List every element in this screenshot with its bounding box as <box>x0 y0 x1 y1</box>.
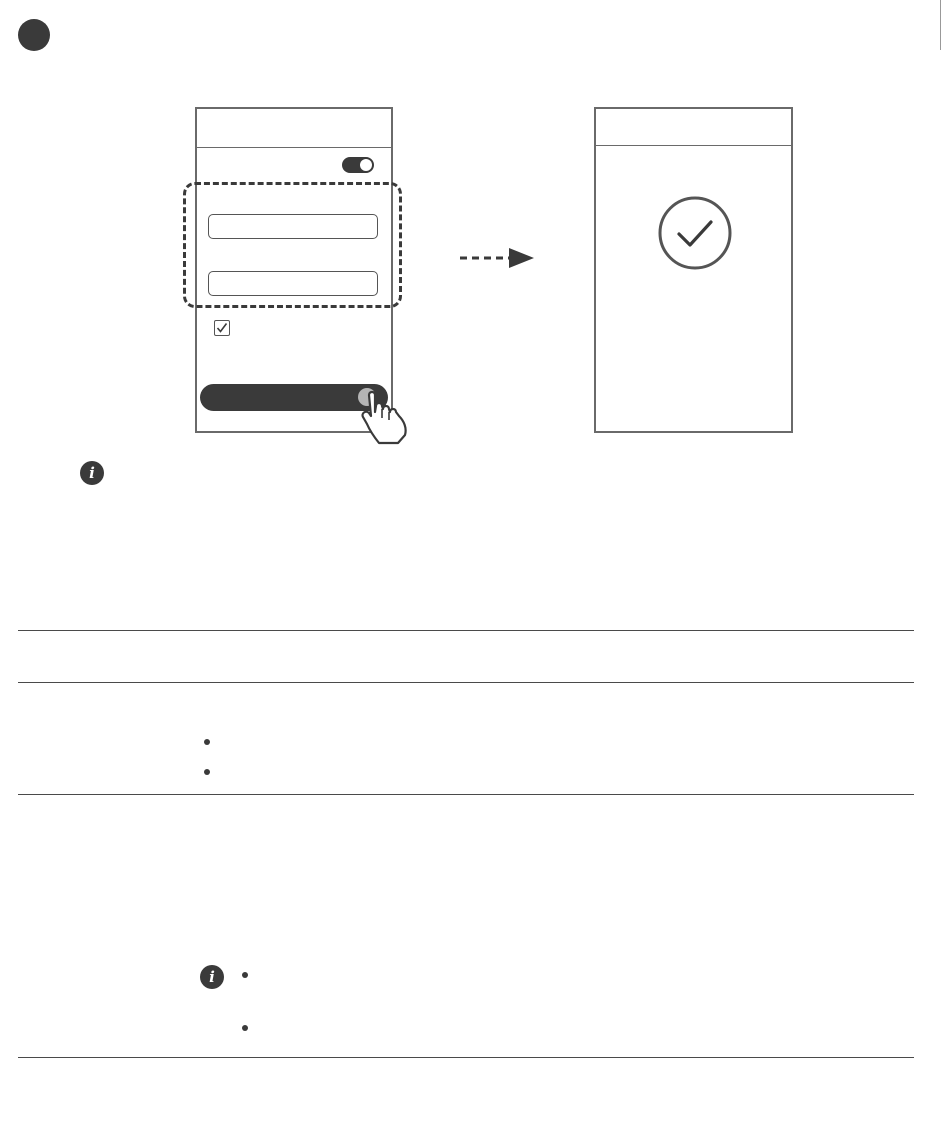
setup-screen-header-divider <box>197 147 391 148</box>
success-check-icon <box>656 194 734 272</box>
success-screen-header-divider <box>596 145 791 146</box>
toggle-knob <box>360 159 372 171</box>
table-bottom-rule <box>18 1057 914 1058</box>
table-top-rule <box>18 630 914 631</box>
table-row1-bullet-1 <box>204 739 210 745</box>
checkmark-icon <box>215 321 229 335</box>
arrow-right-icon <box>457 246 537 270</box>
info-icon: i <box>200 965 224 989</box>
success-screen <box>594 107 793 433</box>
info-icon: i <box>80 461 104 485</box>
table-row1-bullet-2 <box>204 769 210 775</box>
step-badge <box>18 19 50 51</box>
table-row2-bullet-2 <box>242 1025 248 1031</box>
highlight-region <box>183 182 402 308</box>
toggle-icon[interactable] <box>342 157 374 173</box>
table-row2-bullet-1 <box>242 972 248 978</box>
agree-checkbox[interactable] <box>214 320 230 336</box>
page-edge-line <box>940 0 941 50</box>
hand-pointer-icon <box>359 386 419 448</box>
table-header-rule <box>18 682 914 683</box>
table-row1-rule <box>18 794 914 795</box>
